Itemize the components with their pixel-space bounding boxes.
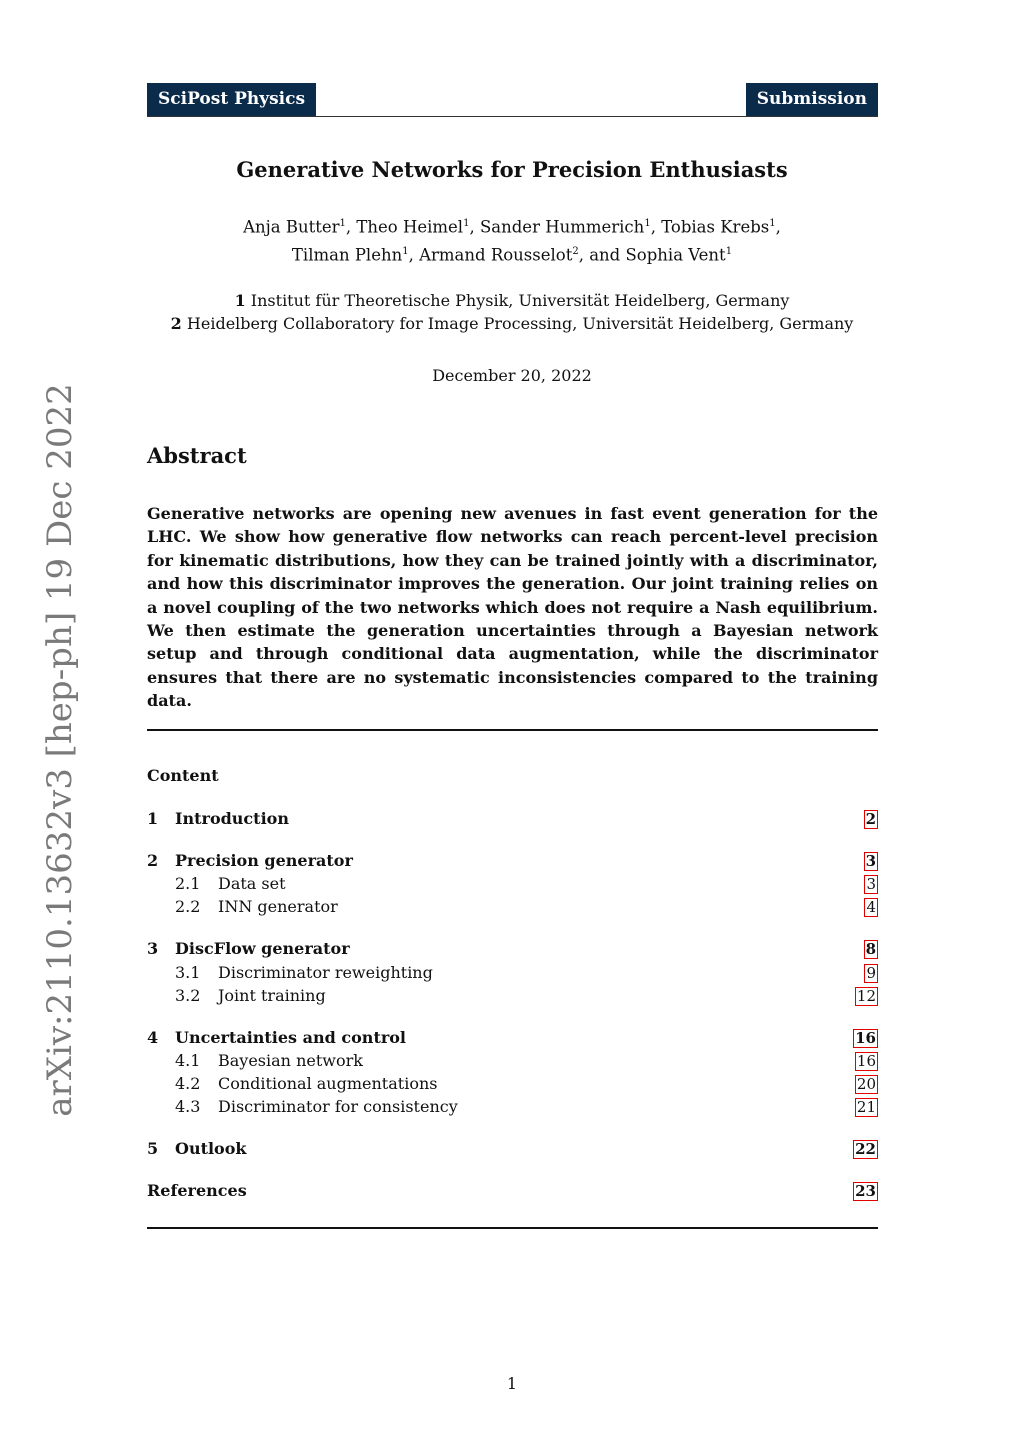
toc-entry[interactable] xyxy=(147,896,878,918)
author-line-1 xyxy=(0,212,1024,240)
toc-entry[interactable] xyxy=(147,850,878,872)
author-name: Armand Rousselot xyxy=(419,245,573,264)
author-separator: , xyxy=(408,245,420,264)
toc-entry-number: 4 xyxy=(147,1027,159,1047)
toc-entry-label: INN generator xyxy=(218,897,338,917)
toc-entry-label: Precision generator xyxy=(175,851,353,870)
toc-entry-number: 4.3 xyxy=(175,1097,201,1117)
toc-top-rule xyxy=(147,729,878,731)
author-separator: , xyxy=(469,217,480,237)
toc-entry-number: 3 xyxy=(147,939,159,959)
toc-entry[interactable] xyxy=(147,1138,878,1160)
toc-entry[interactable] xyxy=(147,1027,878,1049)
affiliation-1: 1 Institut für Theoretische Physik, Universität Heidelberg, Germany xyxy=(234,291,790,310)
toc-entry[interactable] xyxy=(147,1073,878,1095)
author-affiliation-mark: 2 xyxy=(572,245,579,257)
author-affiliation-mark: 1 xyxy=(725,245,733,257)
author-list xyxy=(0,212,1024,267)
toc-entry[interactable] xyxy=(147,1050,878,1072)
toc-page-link[interactable]: 3 xyxy=(866,875,876,894)
author-affiliation-mark: 1 xyxy=(402,245,409,257)
toc-entry-number: 4.2 xyxy=(175,1074,201,1094)
author-line-2 xyxy=(0,240,1024,268)
author-separator: , and xyxy=(578,245,626,264)
toc-entry-label: Discriminator reweighting xyxy=(218,962,433,982)
toc-page-link[interactable]: 21 xyxy=(856,1098,876,1117)
affiliation-2: 2 Heidelberg Collaboratory for Image Processing, Universität Heidelberg, Germany xyxy=(170,314,854,333)
header-rule xyxy=(147,116,878,117)
toc-entry-number: 3.2 xyxy=(175,985,201,1005)
abstract-heading: Abstract xyxy=(147,443,247,468)
toc-entry-number: 3.1 xyxy=(175,962,201,982)
toc-entry-label: Joint training xyxy=(218,985,326,1005)
journal-badge: SciPost Physics xyxy=(147,83,316,116)
toc-page-link[interactable]: 8 xyxy=(865,940,876,959)
toc-page-link[interactable]: 23 xyxy=(855,1182,876,1201)
toc-entry[interactable] xyxy=(147,962,878,984)
toc-heading: Content xyxy=(147,766,219,785)
toc-entry-number: 2.2 xyxy=(175,897,201,917)
toc-entry[interactable] xyxy=(147,808,878,830)
toc-page-link[interactable]: 12 xyxy=(856,986,876,1005)
submission-badge: Submission xyxy=(746,83,878,116)
author-affiliation-mark: 1 xyxy=(644,218,651,229)
author-separator: , xyxy=(345,217,357,237)
toc-page-link[interactable]: 9 xyxy=(866,963,876,982)
toc-entry-label: Discriminator for consistency xyxy=(218,1097,458,1117)
toc-entry[interactable] xyxy=(147,1096,878,1118)
toc-entry-label: References xyxy=(147,1181,247,1201)
toc-entry-label: Data set xyxy=(218,874,286,894)
author-affiliation-mark: 1 xyxy=(339,218,346,229)
toc-entry-number: 5 xyxy=(147,1139,159,1159)
toc-entry-label: Bayesian network xyxy=(218,1051,363,1070)
toc-entry-label: Conditional augmentations xyxy=(218,1074,438,1094)
author-affiliation-mark: 1 xyxy=(769,218,776,229)
author-separator: , xyxy=(775,217,781,237)
toc-page-link[interactable]: 16 xyxy=(855,1028,876,1047)
paper-title: Generative Networks for Precision Enthusiasts xyxy=(236,157,788,182)
toc-entry-number: 1 xyxy=(147,809,159,828)
toc-entry[interactable] xyxy=(147,1180,878,1202)
toc-page-link[interactable]: 20 xyxy=(856,1075,876,1094)
toc-bottom-rule xyxy=(147,1227,878,1229)
arxiv-stamp: arXiv:2110.13632v3 [hep-ph] 19 Dec 2022 xyxy=(40,383,80,1117)
author-name: Tobias Krebs xyxy=(661,217,770,237)
author-name: Tilman Plehn xyxy=(291,245,403,264)
author-name: Theo Heimel xyxy=(356,217,464,237)
toc-entry-label: DiscFlow generator xyxy=(175,939,350,959)
affiliation-list xyxy=(0,289,1024,335)
author-separator: , xyxy=(650,217,662,237)
author-name: Sophia Vent xyxy=(625,245,726,264)
toc-entry[interactable] xyxy=(147,938,878,960)
author-affiliation-mark: 1 xyxy=(463,218,470,229)
paper-date: December 20, 2022 xyxy=(432,366,592,385)
toc-entry-number: 4.1 xyxy=(175,1051,201,1070)
page-number: 1 xyxy=(506,1374,518,1393)
toc-entry-label: Introduction xyxy=(175,809,289,828)
toc-page-link[interactable]: 3 xyxy=(865,852,876,870)
author-name: Anja Butter xyxy=(243,217,340,237)
toc-page-link[interactable]: 2 xyxy=(865,810,876,828)
abstract-text: Generative networks are opening new avenues in fast event generation for the LHC. We show how generative flow networks can reach percent-level precision for kinematic distributions, how they can be trained jointly with a discriminator, and how this discriminator improves the generation. Our joint training relies on a novel coupling of the two networks which does not require a Nash equilibrium. We then estimate the generation uncertainties through a Bayesian network setup and through conditional data augmentation, while the discriminator ensures that there are no systematic inconsistencies compared to the training data. xyxy=(147,504,878,711)
toc-entry[interactable] xyxy=(147,873,878,895)
toc-entry-number: 2 xyxy=(147,851,159,870)
toc-page-link[interactable]: 22 xyxy=(855,1140,876,1159)
author-name: Sander Hummerich xyxy=(479,217,645,237)
toc-entry-number: 2.1 xyxy=(175,874,201,894)
toc-page-link[interactable]: 4 xyxy=(866,898,876,917)
toc-entry[interactable] xyxy=(147,985,878,1007)
toc-entry-label: Uncertainties and control xyxy=(175,1027,407,1047)
toc-page-link[interactable]: 16 xyxy=(856,1052,876,1070)
toc-entry-label: Outlook xyxy=(175,1139,247,1159)
